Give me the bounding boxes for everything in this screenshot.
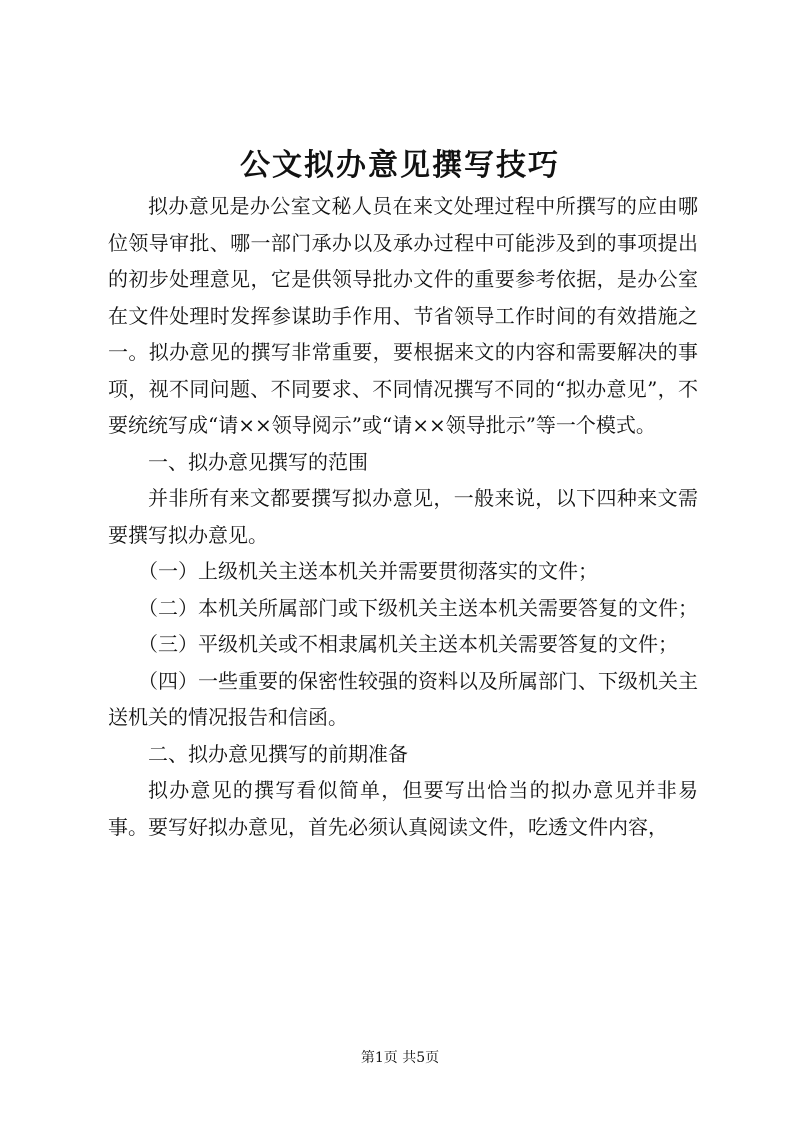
paragraph-scope: 并非所有来文都要撰写拟办意见，一般来说，以下四种来文需要撰写拟办意见。 (108, 486, 698, 547)
document-body (108, 188, 698, 845)
section-heading-scope: 一、拟办意见撰写的范围 (148, 449, 368, 474)
document-title: 公文拟办意见撰写技巧 (240, 148, 560, 183)
page-footer: 第1页 共5页 (360, 1050, 440, 1066)
paragraph-preparation: 拟办意见的撰写看似简单，但要写出恰当的拟办意见并非易事。要写好拟办意见，首先必须认真阅读文件，吃透文件内容， (108, 778, 698, 839)
list-item-3: （三）平级机关或不相隶属机关主送本机关需要答复的文件； (138, 632, 678, 656)
list-item-1: （一）上级机关主送本机关并需要贯彻落实的文件； (138, 559, 598, 583)
list-item-2: （二）本机关所属部门或下级机关主送本机关需要答复的文件； (138, 595, 698, 620)
paragraph-intro: 拟办意见是办公室文秘人员在来文处理过程中所撰写的应由哪位领导审批、哪一部门承办以及承办过程中可能涉及到的事项提出的初步处理意见，它是供领导批办文件的重要参考依据，是办公室在文件处理时发挥参谋助手作用、节省领导工作时间的有效措施之一。拟办意见的撰写非常重要，要根据来文的内容和需要解决的事项，视不同问题、不同要求、不同情况撰写不同的“拟办意见”，不要统统写成“请××领导阅示”或“请××领导批示”等一个模式。 (108, 194, 698, 437)
list-item-4: （四）一些重要的保密性较强的资料以及所属部门、下级机关主送机关的情况报告和信函。 (108, 668, 698, 729)
section-heading-preparation: 二、拟办意见撰写的前期准备 (148, 741, 408, 766)
